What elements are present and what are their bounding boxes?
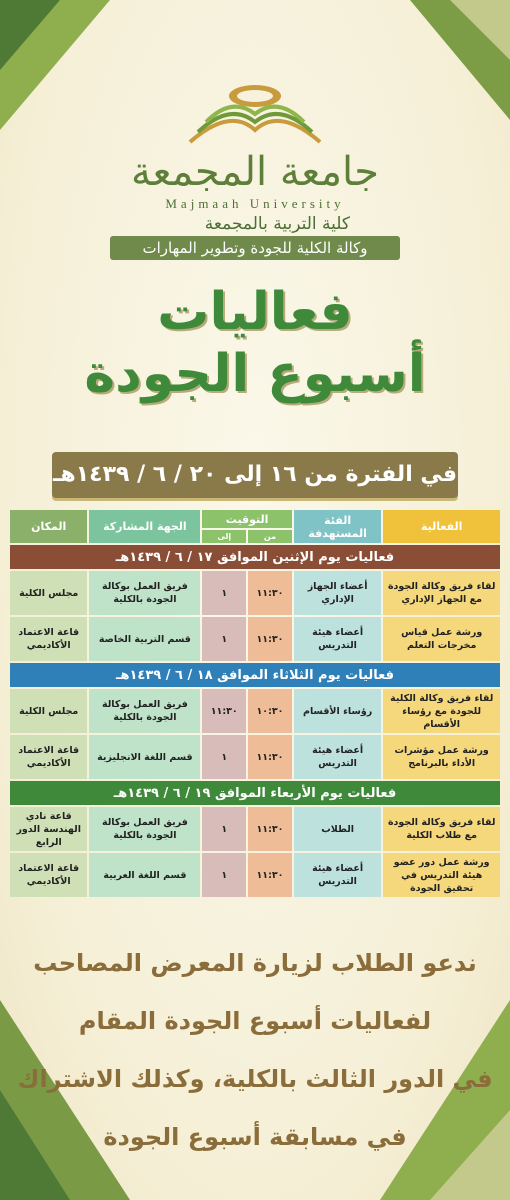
invitation-line-1: ندعو الطلاب لزيارة المعرض المصاحب bbox=[33, 949, 477, 977]
cell-category: رؤساء الأقسام bbox=[294, 689, 382, 733]
cell-category: الطلاب bbox=[294, 807, 382, 851]
day-title-row bbox=[10, 545, 500, 569]
cell-place: قاعة الاعتماد الأكاديمي bbox=[10, 853, 87, 897]
college-name: كلية التربية بالمجمعة bbox=[204, 214, 350, 234]
cell-category: أعضاء هيئة التدريس bbox=[294, 735, 382, 779]
cell-activity: لقاء فريق وكالة الجودة مع الجهاز الإداري bbox=[383, 571, 500, 615]
cell-to: ١ bbox=[202, 571, 246, 615]
header-to: إلى bbox=[202, 530, 246, 543]
invitation-line-4: في مسابقة أسبوع الجودة bbox=[103, 1123, 407, 1151]
invitation-line-2: لفعاليات أسبوع الجودة المقام bbox=[78, 1007, 432, 1035]
cell-place: مجلس الكلية bbox=[10, 689, 87, 733]
table-row bbox=[10, 689, 500, 733]
cell-from: ١١:٣٠ bbox=[248, 853, 292, 897]
cell-to: ١ bbox=[202, 617, 246, 661]
cell-from: ١١:٣٠ bbox=[248, 617, 292, 661]
agency-banner: وكالة الكلية للجودة وتطوير المهارات bbox=[110, 236, 400, 260]
table-row bbox=[10, 735, 500, 779]
cell-activity: ورشة عمل دور عضو هيئة التدريس في تحقيق الجودة bbox=[383, 853, 500, 897]
invitation-line-3: في الدور الثالث بالكلية، وكذلك الاشتراك bbox=[17, 1065, 493, 1093]
title-line-1: فعاليات bbox=[157, 282, 353, 342]
cell-participant: فريق العمل بوكالة الجودة بالكلية bbox=[89, 689, 200, 733]
cell-to: ١ bbox=[202, 735, 246, 779]
cell-participant: فريق العمل بوكالة الجودة بالكلية bbox=[89, 807, 200, 851]
table-row bbox=[10, 853, 500, 897]
cell-participant: قسم التربية الخاصة bbox=[89, 617, 200, 661]
cell-from: ١١:٣٠ bbox=[248, 571, 292, 615]
cell-participant: فريق العمل بوكالة الجودة بالكلية bbox=[89, 571, 200, 615]
day-title: فعاليات يوم الثلاثاء الموافق ١٨ / ٦ / ١٤٣٩هـ bbox=[10, 663, 500, 687]
corner-decoration-top-right-light bbox=[450, 0, 510, 60]
open-book-icon bbox=[170, 82, 340, 150]
table-row bbox=[10, 617, 500, 661]
university-name-arabic: جامعة المجمعة bbox=[131, 149, 379, 195]
day-title-row bbox=[10, 663, 500, 687]
cell-activity: ورشة عمل مؤشرات الأداء بالبرنامج bbox=[383, 735, 500, 779]
cell-to: ١ bbox=[202, 853, 246, 897]
cell-place: مجلس الكلية bbox=[10, 571, 87, 615]
cell-place: قاعة الاعتماد الأكاديمي bbox=[10, 735, 87, 779]
header-participant: الجهة المشاركة bbox=[89, 510, 200, 543]
day-title: فعاليات يوم الأربعاء الموافق ١٩ / ٦ / ١٤٣٩هـ bbox=[10, 781, 500, 805]
period-banner: في الفترة من ١٦ إلى ٢٠ / ٦ / ١٤٣٩هـ bbox=[52, 452, 458, 498]
cell-activity: لقاء فريق وكالة الكلية للجودة مع رؤساء الأقسام bbox=[383, 689, 500, 733]
title-line-2: أسبوع الجودة bbox=[84, 344, 426, 404]
university-name-english: Majmaah University bbox=[165, 196, 345, 211]
cell-activity: ورشة عمل قياس مخرجات التعلم bbox=[383, 617, 500, 661]
cell-from: ١٠:٣٠ bbox=[248, 689, 292, 733]
cell-place: قاعة الاعتماد الأكاديمي bbox=[10, 617, 87, 661]
header-timing: التوقيت bbox=[202, 510, 292, 528]
cell-participant: قسم اللغة العربية bbox=[89, 853, 200, 897]
events-table bbox=[8, 508, 502, 899]
table-row bbox=[10, 571, 500, 615]
cell-category: أعضاء الجهاز الإداري bbox=[294, 571, 382, 615]
cell-to: ١١:٣٠ bbox=[202, 689, 246, 733]
cell-place: قاعة نادي الهندسة الدور الرابع bbox=[10, 807, 87, 851]
cell-activity: لقاء فريق وكالة الجودة مع طلاب الكلية bbox=[383, 807, 500, 851]
table-row bbox=[10, 807, 500, 851]
corner-decoration-top-left-dark bbox=[0, 0, 60, 70]
header-activity: الفعالية bbox=[383, 510, 500, 543]
day-title-row bbox=[10, 781, 500, 805]
day-title: فعاليات يوم الإثنين الموافق ١٧ / ٦ / ١٤٣٩هـ bbox=[10, 545, 500, 569]
table-header-row bbox=[10, 510, 500, 528]
cell-category: أعضاء هيئة التدريس bbox=[294, 617, 382, 661]
header-category: الفئة المستهدفة bbox=[294, 510, 382, 543]
cell-category: أعضاء هيئة التدريس bbox=[294, 853, 382, 897]
university-logo bbox=[0, 82, 510, 150]
cell-participant: قسم اللغة الانجليزية bbox=[89, 735, 200, 779]
cell-from: ١١:٣٠ bbox=[248, 807, 292, 851]
header-place: المكان bbox=[10, 510, 87, 543]
cell-from: ١١:٣٠ bbox=[248, 735, 292, 779]
cell-to: ١ bbox=[202, 807, 246, 851]
header-from: من bbox=[248, 530, 292, 543]
